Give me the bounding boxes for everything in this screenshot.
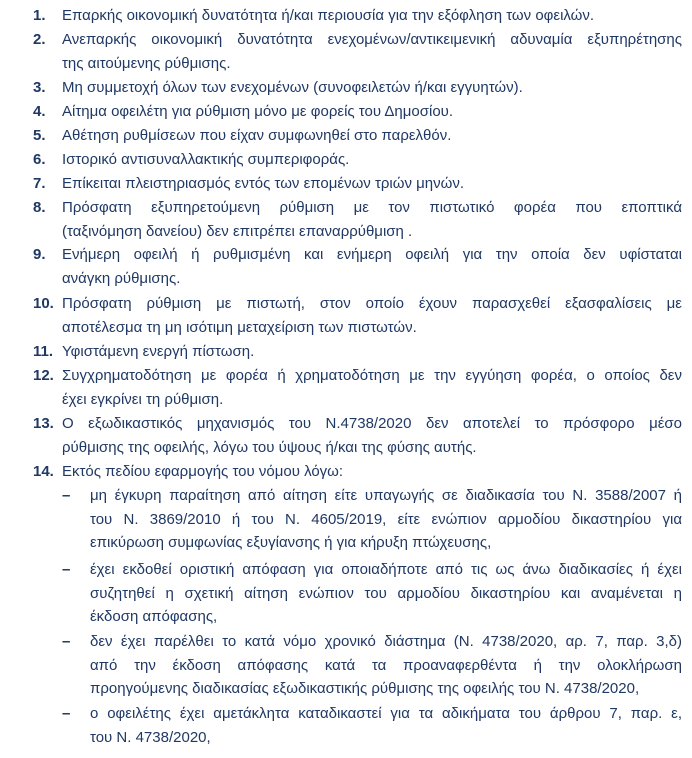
text-line: του Ν. 3869/2010 ή του Ν. 4605/2019, είτε ενώπιον αρμοδίου δικαστηρίου για <box>90 510 682 528</box>
list-item-text <box>62 243 682 290</box>
text-line: Αθέτηση ρυθμίσεων που είχαν συμφωνηθεί στο παρελθόν. <box>62 127 452 144</box>
text-line: Εκτός πεδίου εφαρμογής του νόμου λόγω: <box>62 463 344 480</box>
list-item-number: 5. <box>33 127 46 144</box>
list-item-text <box>62 124 682 148</box>
text-line: από την έκδοση απόφασης κατά τα προαναφερθέντα ή την ολοκλήρωση <box>90 656 682 674</box>
text-line: έχει εγκρίνει τη ρύθμιση. <box>62 390 224 408</box>
text-line: Ανεπαρκής οικονομική δυνατότητα ενεχομένων/αντικειμενική αδυναμία εξυπηρέτησης <box>62 31 682 48</box>
text-line: της αιτούμενης ρύθμισης. <box>62 54 231 72</box>
list-item-number: 2. <box>33 31 46 48</box>
sub-list-item-text <box>90 630 682 701</box>
text-line: έχει εκδοθεί οριστική απόφαση για οποιαδήποτε από τις ως άνω διαδικασίες ή έχει <box>90 561 682 578</box>
text-line: αποτέλεσμα τη μη ισότιμη μεταχείριση των πιστωτών. <box>62 318 417 336</box>
text-line: Συγχρηματοδότηση με φορέα ή χρηματοδότηση με την εγγύηση φορέα, ο οποίος δεν <box>62 367 682 384</box>
text-line: Επίκειται πλειστηριασμός εντός των επομένων τριών μηνών. <box>62 175 465 192</box>
list-item-text <box>62 412 682 459</box>
list-item-number: 6. <box>33 151 46 168</box>
text-line: ρύθμισης της οφειλής, λόγω του ύψους ή/και της φύσης αυτής. <box>62 438 477 456</box>
list-item-text <box>62 28 682 75</box>
text-line: μη έγκυρη παραίτηση από αίτηση είτε υπαγωγής σε διαδικασία του Ν. 3588/2007 ή <box>90 487 682 504</box>
sub-list-item-text <box>90 702 682 749</box>
list-item-number: 14. <box>33 463 54 480</box>
text-line: Ενήμερη οφειλή ή ρυθμισμένη και ενήμερη οφειλή για την οποία δεν υφίσταται <box>62 246 682 263</box>
text-line: Αίτημα οφειλέτη για ρύθμιση μόνο με φορείς του Δημοσίου. <box>62 103 454 120</box>
sub-list-item-text <box>90 484 682 555</box>
list-item-text <box>62 196 682 243</box>
dash-bullet: – <box>62 705 71 722</box>
list-item-text <box>62 340 682 364</box>
text-line: Ο εξωδικαστικός μηχανισμός του Ν.4738/2020 δεν αποτελεί το πρόσφορο μέσο <box>62 415 682 432</box>
text-line: επικύρωση συμφωνίας εξυγίανσης ή για κήρυξη πτώχευσης, <box>90 534 492 551</box>
list-item-number: 13. <box>33 415 54 432</box>
text-line: Πρόσφατη εξυπηρετούμενη ρύθμιση με τον πιστωτικό φορέα που εποπτικά <box>62 199 682 216</box>
text-line: ανάγκη ρύθμισης. <box>62 269 181 287</box>
text-line: (ταξινόμηση δανείου) δεν επιτρέπει επαναρρύθμιση . <box>62 222 413 240</box>
list-item-number: 7. <box>33 175 46 192</box>
dash-bullet: – <box>62 633 71 650</box>
text-line: Υφιστάμενη ενεργή πίστωση. <box>62 343 255 360</box>
list-item-number: 4. <box>33 103 46 120</box>
list-item-text <box>62 172 682 196</box>
text-line: δεν έχει παρέλθει το κατά νόμο χρονικό διάστημα (Ν. 4738/2020, αρ. 7, παρ. 3,δ) <box>90 633 682 650</box>
list-item-number: 11. <box>33 343 54 360</box>
list-item-number: 3. <box>33 79 46 96</box>
text-line: ο οφειλέτης έχει αμετάκλητα καταδικαστεί για τα αδικήματα του άρθρου 7, παρ. ε, <box>90 705 682 722</box>
list-item-text <box>62 4 682 28</box>
text-line: Επαρκής οικονομική δυνατότητα ή/και περιουσία για την εξόφληση των οφειλών. <box>62 7 595 24</box>
text-line: Μη συμμετοχή όλων των ενεχομένων (συνοφειλετών ή/και εγγυητών). <box>62 79 523 96</box>
text-line: έκδοση απόφασης, <box>90 608 218 625</box>
dash-bullet: – <box>62 487 71 504</box>
list-item-text <box>62 148 682 172</box>
list-item-number: 8. <box>33 199 46 216</box>
list-item-text <box>62 100 682 124</box>
text-line: προηγούμενης διαδικασίας εξωδικαστικής ρύθμισης της οφειλής του Ν. 4738/2020, <box>90 680 640 697</box>
list-item-number: 1. <box>33 7 46 24</box>
text-line: του Ν. 4738/2020, <box>90 728 211 746</box>
list-item-text <box>62 76 682 100</box>
text-line: Ιστορικό αντισυναλλακτικής συμπεριφοράς. <box>62 151 350 168</box>
text-line: Πρόσφατη ρύθμιση με πιστωτή, στον οποίο έχουν παρασχεθεί εξασφαλίσεις με <box>62 295 682 312</box>
list-item-number: 10. <box>33 295 54 312</box>
list-item-number: 9. <box>33 246 46 263</box>
sub-list-item-text <box>90 558 682 629</box>
list-item-text <box>62 292 682 339</box>
list-item-number: 12. <box>33 367 54 384</box>
dash-bullet: – <box>62 561 71 578</box>
text-line: συζητηθεί η σχετική αίτηση ενώπιον του αρμοδίου δικαστηρίου και αναμένεται η <box>90 584 682 602</box>
list-item-text <box>62 364 682 411</box>
list-item-text <box>62 460 682 484</box>
